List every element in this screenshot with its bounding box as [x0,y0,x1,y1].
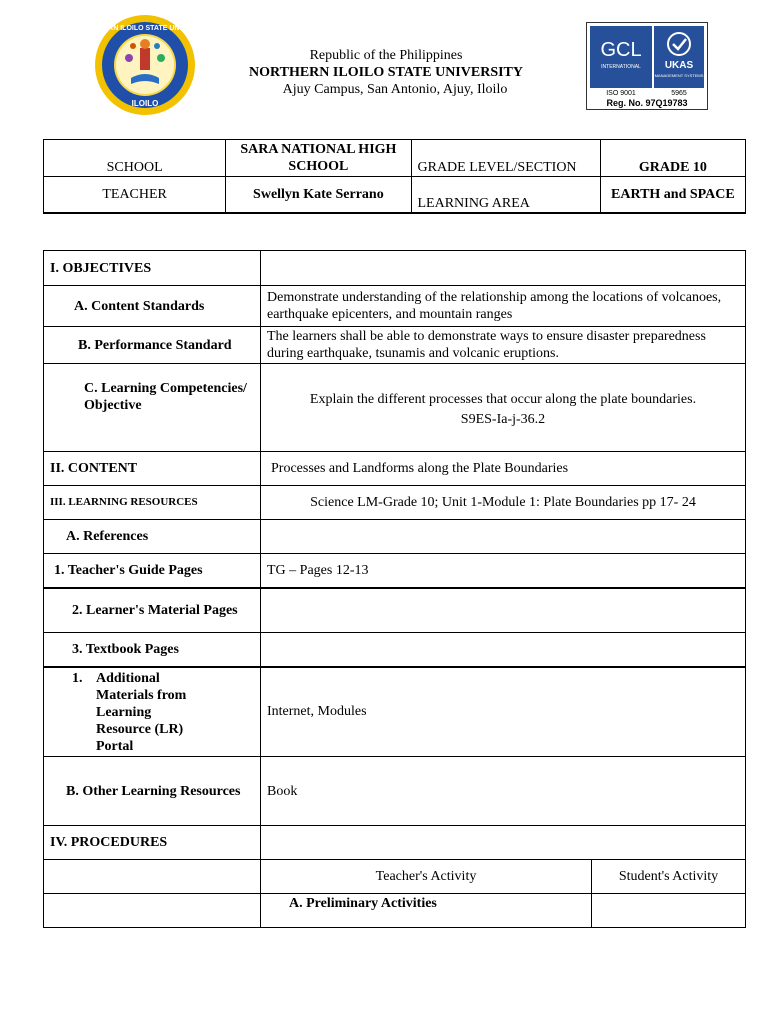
iso-text: ISO 9001 [606,90,636,97]
objectives-value [261,251,746,286]
header-campus: Ajuy Campus, San Antonio, Ajuy, Iloilo [282,82,508,97]
school-value: SARA NATIONAL HIGH SCHOOL [226,140,411,177]
university-seal-logo [78,12,212,118]
certification-logo [586,22,708,110]
performance-standard-value: The learners shall be able to demonstrate ways to ensure disaster preparedness during earthquake, tsunamis and volcanic eruptions. [261,327,746,364]
additional-materials-label [44,667,261,757]
teachers-guide-label: 1. Teacher's Guide Pages [44,554,261,588]
additional-materials-value: Internet, Modules [261,667,746,757]
gcl-text: GCL [600,39,642,61]
content-value: Processes and Landforms along the Plate Boundaries [261,452,746,486]
references-label: A. References [44,520,261,554]
learning-area-label: LEARNING AREA [411,177,600,213]
content-standards-text: A. Content Standards [74,298,205,314]
learners-material-label [44,588,261,633]
performance-standard-label [44,327,261,364]
teacher-value: Swellyn Kate Serrano [226,177,411,213]
document-header [216,47,556,98]
learners-material-text: 2. Learner's Material Pages [72,602,238,618]
procedures-blank-cell [44,860,261,894]
procedures-value [261,826,746,860]
learning-resources-value: Science LM-Grade 10; Unit 1-Module 1: Plate Boundaries pp 17- 24 [261,486,746,520]
content-standards-label [44,286,261,327]
student-activity-header: Student's Activity [592,860,746,894]
other-resources-value: Book [261,757,746,826]
lesson-plan-table [43,250,746,928]
teacher-activity-header: Teacher's Activity [261,860,592,894]
preliminary-blank-cell [44,894,261,928]
content-standards-value: Demonstrate understanding of the relationship among the locations of volcanoes, earthquake epicenters, and mountain ranges [261,286,746,327]
school-info-table [43,139,746,214]
teacher-label: TEACHER [44,177,226,213]
additional-materials-text: Additional Materials from Learning Resource (LR) Portal [96,670,187,754]
textbook-value [261,633,746,667]
reg-number-text: Reg. No. 97Q19783 [606,98,688,108]
preliminary-student-cell [592,894,746,928]
grade-label: GRADE LEVEL/SECTION [411,140,600,177]
seal-top-text: NORTHERN ILOILO STATE UNIVERSITY [78,25,212,32]
objectives-heading: I. OBJECTIVES [44,251,261,286]
learning-resources-heading: III. LEARNING RESOURCES [44,486,261,520]
preliminary-activities-label: A. Preliminary Activities [261,894,592,928]
ukas-mgmt-text: MANAGEMENT SYSTEMS [654,73,704,78]
competencies-value [261,364,746,452]
cert-number-text: 5965 [671,90,687,97]
other-resources-label [44,757,261,826]
grade-value: GRADE 10 [600,140,745,177]
references-value [261,520,746,554]
ukas-text: UKAS [664,60,694,71]
textbook-label: 3. Textbook Pages [44,633,261,667]
procedures-heading: IV. PROCEDURES [44,826,261,860]
school-label: SCHOOL [44,140,226,177]
header-university: NORTHERN ILOILO STATE UNIVERSITY [249,65,523,80]
competency-text: Explain the different processes that occur along the plate boundaries. [309,392,697,407]
teachers-guide-value: TG – Pages 12-13 [261,554,746,588]
learners-material-value [261,588,746,633]
other-resources-text: B. Other Learning Resources [66,783,241,799]
content-heading: II. CONTENT [44,452,261,486]
header-republic: Republic of the Philippines [309,48,463,63]
gcl-international-text: INTERNATIONAL [601,64,641,70]
competency-code: S9ES-Ia-j-36.2 [460,412,546,427]
additional-materials-number: 1. [72,670,83,686]
learning-area-value: EARTH and SPACE [600,177,745,213]
competencies-label: C. Learning Competencies/ Objective [44,364,261,452]
performance-standard-text: B. Performance Standard [78,337,232,353]
seal-bottom-text: ILOILO [131,99,159,108]
